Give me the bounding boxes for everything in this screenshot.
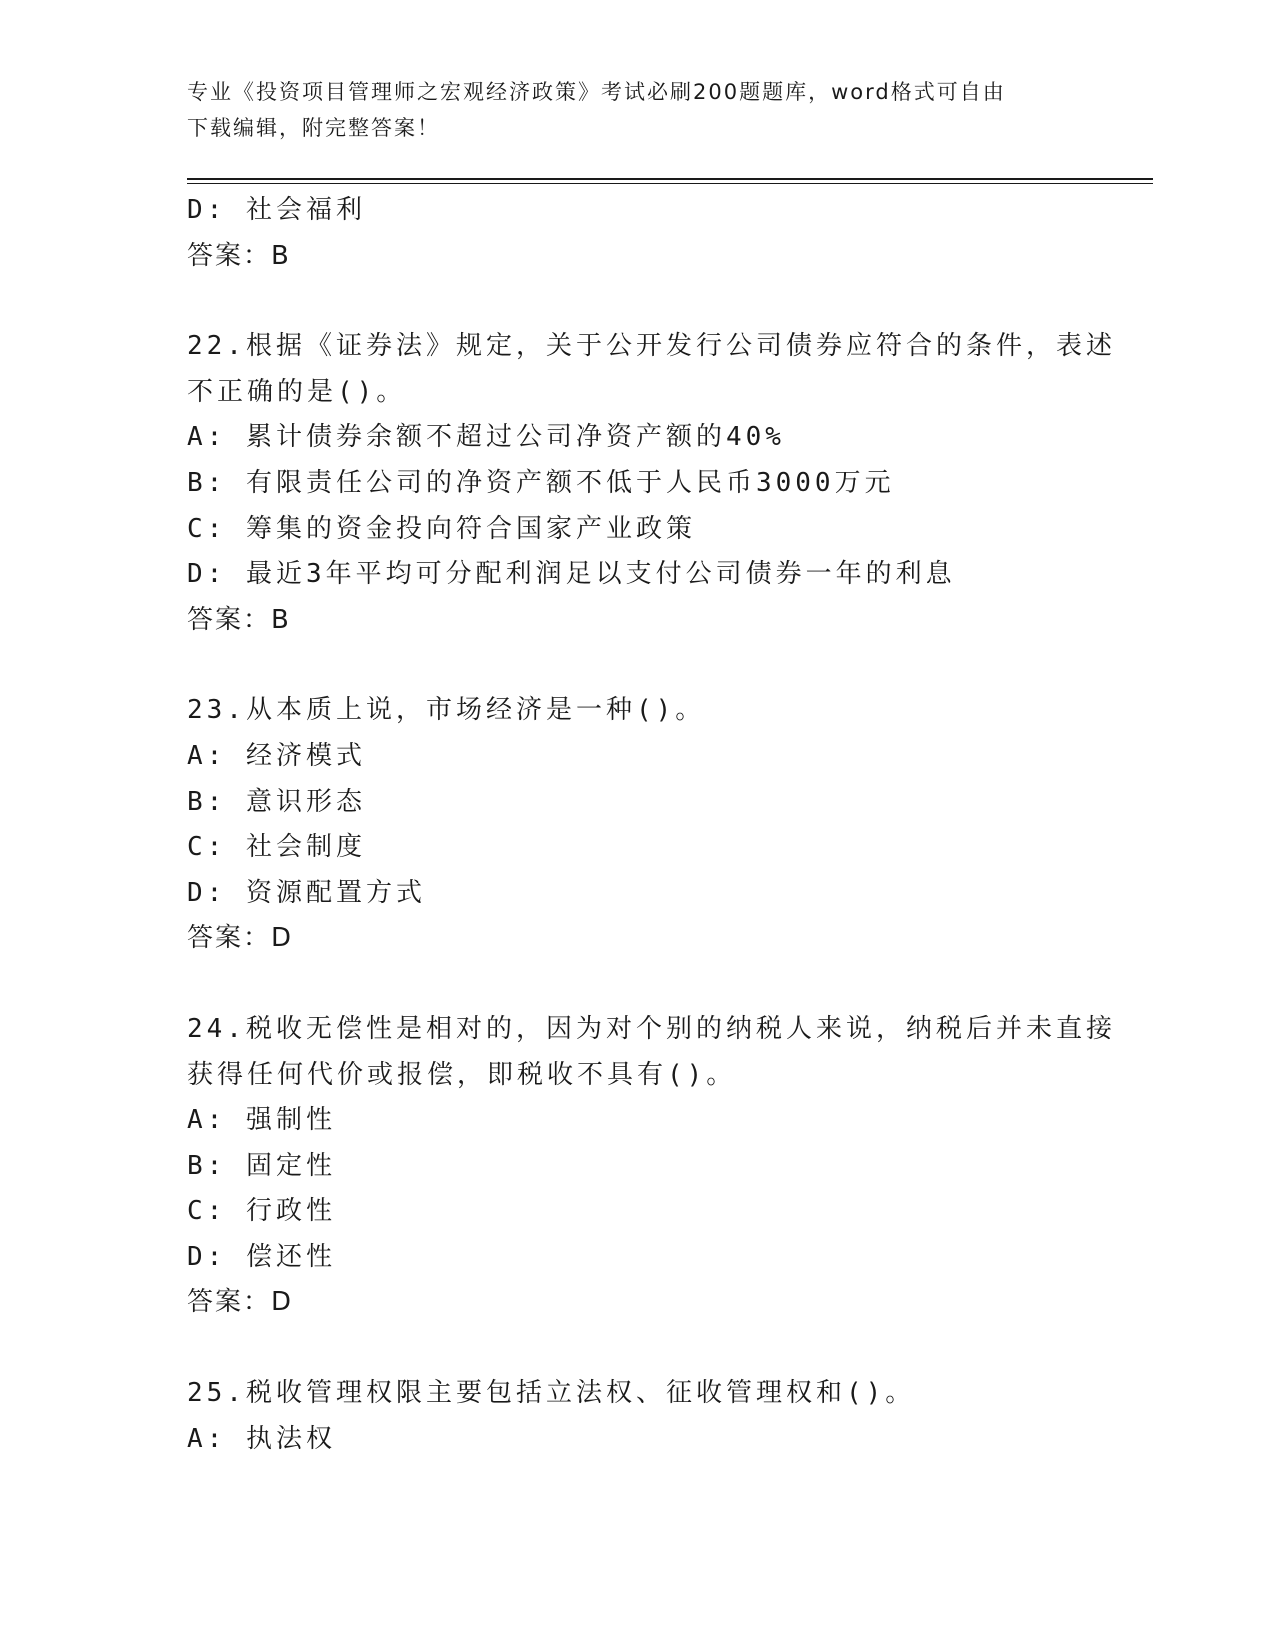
option-a: A: 累计债券余额不超过公司净资产额的40% [187, 422, 785, 453]
spacer [187, 279, 1087, 324]
option-a: A: 强制性 [187, 1105, 336, 1136]
answer: 答案：D [187, 1287, 294, 1318]
option-a: A: 经济模式 [187, 740, 366, 771]
option-c: C: 筹集的资金投向符合国家产业政策 [187, 513, 696, 544]
document-header [187, 74, 1067, 146]
question-stem: 22.根据《证券法》规定，关于公开发行公司债券应符合的条件，表述 [187, 331, 1116, 362]
header-divider-thin [187, 183, 1153, 184]
question-stem: 24.税收无偿性是相对的，因为对个别的纳税人来说，纳税后并未直接 [187, 1013, 1116, 1044]
option-b: B: 有限责任公司的净资产额不低于人民币3000万元 [187, 467, 895, 498]
answer: 答案：B [187, 604, 291, 635]
option-b: B: 固定性 [187, 1150, 336, 1181]
option-d: D: 偿还性 [187, 1241, 336, 1272]
spacer [187, 643, 1087, 688]
answer: 答案：D [187, 923, 294, 954]
option-c: C: 社会制度 [187, 832, 366, 863]
header-line-2: 下载编辑，附完整答案！ [187, 116, 440, 140]
spacer [187, 1326, 1087, 1371]
question-24 [187, 1007, 1116, 1326]
option-b: B: 意识形态 [187, 786, 366, 817]
option-d: D: 社会福利 [187, 195, 366, 225]
question-22 [187, 324, 1116, 643]
question-stem: 25.税收管理权限主要包括立法权、征收管理权和()。 [187, 1378, 916, 1409]
spacer [187, 962, 1087, 1007]
option-a: A: 执法权 [187, 1423, 336, 1454]
question-25 [187, 1371, 1087, 1462]
question-content [187, 188, 1116, 1462]
option-d: D: 资源配置方式 [187, 877, 426, 908]
header-line-1: 专业《投资项目管理师之宏观经济政策》考试必刷200题题库，word格式可自由 [187, 80, 1006, 104]
option-c: C: 行政性 [187, 1196, 336, 1227]
answer: 答案：B [187, 240, 291, 271]
question-stem: 获得任何代价或报偿，即税收不具有()。 [187, 1059, 737, 1090]
question-stem: 23.从本质上说，市场经济是一种()。 [187, 695, 706, 726]
header-divider-thick [187, 178, 1153, 180]
question-23 [187, 688, 1087, 962]
option-d: D: 最近3年平均可分配利润足以支付公司债券一年的利息 [187, 559, 956, 590]
question-stem: 不正确的是()。 [187, 376, 407, 407]
